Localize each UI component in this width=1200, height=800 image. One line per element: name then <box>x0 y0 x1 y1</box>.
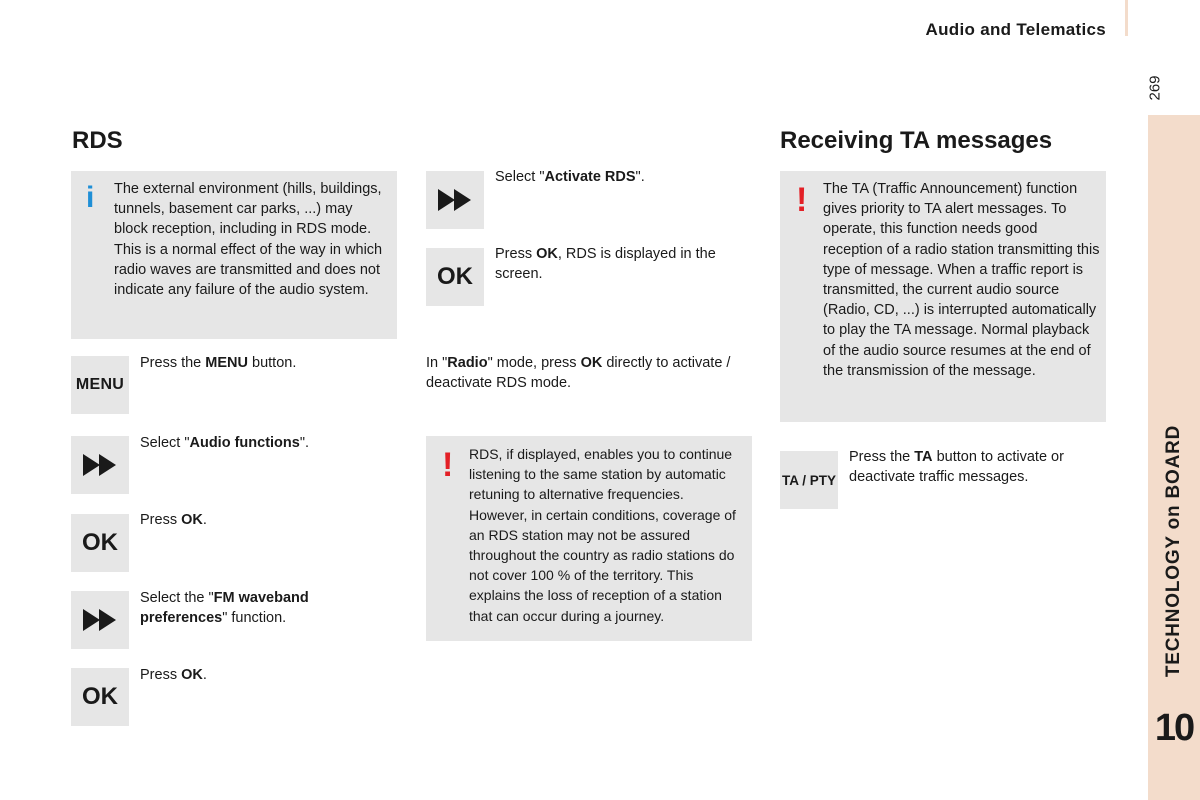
step-press-ok: Press OK. <box>140 667 207 683</box>
rds-heading: RDS <box>72 127 123 154</box>
ta-warning-text: The TA (Traffic Announcement) function gives priority to TA alert messages. To operate, this function needs good reception of a radio station transmitting this type of message. When a traffic report is transmitted, the current audio source (Radio, CD, ...) is interrupted automatically to play the TA message. Normal playback of the audio source resumes at the end of the transmission of the message. <box>823 181 1100 379</box>
header-divider <box>1125 0 1128 36</box>
warning-icon: ! <box>442 446 454 484</box>
page-number: 269 <box>1146 75 1164 101</box>
next-icon <box>83 609 117 631</box>
ok-button[interactable] <box>426 248 484 306</box>
next-icon <box>438 189 472 211</box>
ok-button-label: OK <box>82 683 118 710</box>
rds-info-text: The external environment (hills, buildings, tunnels, basement car parks, ...) may block reception, including in RDS mode. This is a normal effect of the way in which radio waves are transmitted and does not indicate any failure of the audio system. <box>114 181 383 299</box>
step-press-ta: Press the TA button to activate or deactivate traffic messages. <box>849 449 1064 486</box>
ok-button-label: OK <box>437 263 473 290</box>
section-title: Audio and Telematics <box>925 20 1106 39</box>
rds-warning-box <box>426 436 752 641</box>
ok-button-label: OK <box>82 529 118 556</box>
chapter-side-tab <box>1148 115 1200 800</box>
rds-warning-text: RDS, if displayed, enables you to continue listening to the same station by automatic retuning to alternative frequencies. However, in certain conditions, coverage of an RDS station may not be assured throughout the country as radio stations do not cover 100 % of the territory. This explains the loss of reception of a station that can occur during a journey. <box>469 446 736 624</box>
chapter-number: 10 <box>1154 707 1194 749</box>
info-icon: i <box>86 181 95 214</box>
ok-button[interactable] <box>71 514 129 572</box>
ta-heading: Receiving TA messages <box>780 127 1053 154</box>
radio-mode-instruction: In "Radio" mode, press OK directly to activate / deactivate RDS mode. <box>426 355 731 392</box>
warning-icon: ! <box>796 181 808 219</box>
ta-pty-button-label: TA / PTY <box>782 472 836 488</box>
next-button[interactable] <box>71 591 129 649</box>
step-press-menu: Press the MENU button. <box>140 355 297 371</box>
ta-pty-button[interactable] <box>780 451 838 509</box>
next-button[interactable] <box>426 171 484 229</box>
ok-button[interactable] <box>71 668 129 726</box>
step-select-fm-waveband: Select the "FM waveband preferences" function. <box>140 590 309 627</box>
step-select-audio-functions: Select "Audio functions". <box>140 435 310 451</box>
step-press-ok: Press OK. <box>140 512 207 528</box>
next-button[interactable] <box>71 436 129 494</box>
menu-button[interactable] <box>71 356 129 414</box>
step-select-activate-rds: Select "Activate RDS". <box>495 169 645 185</box>
menu-button-label: MENU <box>75 376 125 393</box>
rds-info-box <box>71 171 397 339</box>
chapter-label: TECHNOLOGY on BOARD <box>1163 424 1184 678</box>
next-icon <box>83 454 117 476</box>
step-press-ok-rds-displayed: Press OK, RDS is displayed in the screen. <box>495 246 716 283</box>
ta-warning-box <box>780 171 1106 422</box>
